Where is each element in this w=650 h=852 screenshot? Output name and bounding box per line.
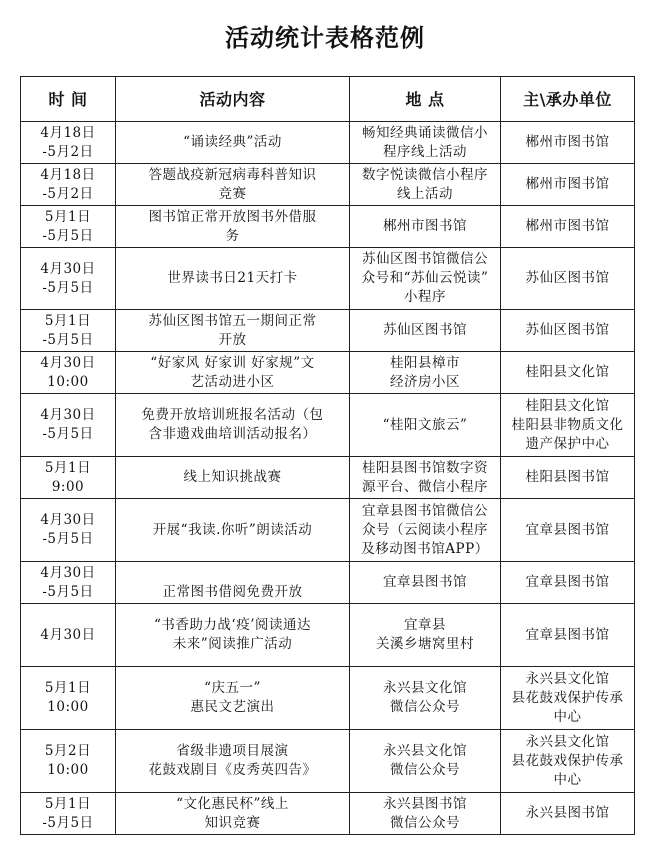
cell-time: 5月1日 -5月5日: [21, 310, 116, 352]
cell-content: 正常图书借阅免费开放: [116, 562, 350, 604]
cell-content: “文化惠民杯”线上 知识竞赛: [116, 793, 350, 835]
table-row: [21, 793, 635, 835]
cell-org: 郴州市图书馆: [501, 164, 635, 206]
cell-org: 宜章县图书馆: [501, 499, 635, 562]
cell-content: 图书馆正常开放图书外借服 务: [116, 206, 350, 248]
cell-place: 宜章县图书馆: [350, 562, 501, 604]
cell-org: 苏仙区图书馆: [501, 310, 635, 352]
cell-time: 4月30日 -5月5日: [21, 499, 116, 562]
cell-time: 4月18日 -5月2日: [21, 164, 116, 206]
cell-place: 宜章县图书馆微信公 众号（云阅读小程序 及移动图书馆APP）: [350, 499, 501, 562]
cell-place: 宜章县 关溪乡塘窝里村: [350, 604, 501, 667]
cell-place: 永兴县文化馆 微信公众号: [350, 667, 501, 730]
cell-time: 5月1日 9:00: [21, 457, 116, 499]
header-org: 主\承办单位: [501, 77, 635, 122]
cell-place: 畅知经典诵读微信小 程序线上活动: [350, 122, 501, 164]
cell-org: 永兴县文化馆 县花鼓戏保护传承 中心: [501, 667, 635, 730]
cell-place: 永兴县图书馆 微信公众号: [350, 793, 501, 835]
cell-time: 5月1日 -5月5日: [21, 206, 116, 248]
header-row: [21, 77, 635, 122]
table-row: [21, 164, 635, 206]
cell-org: 宜章县图书馆: [501, 604, 635, 667]
cell-org: 宜章县图书馆: [501, 562, 635, 604]
page-title: 活动统计表格范例: [225, 24, 425, 52]
cell-place: 永兴县文化馆 微信公众号: [350, 730, 501, 793]
cell-content: 线上知识挑战赛: [116, 457, 350, 499]
header-content: 活动内容: [116, 77, 350, 122]
table-row: [21, 562, 635, 604]
cell-place: 桂阳县图书馆数字资 源平台、微信小程序: [350, 457, 501, 499]
cell-content: 答题战疫新冠病毒科普知识 竞赛: [116, 164, 350, 206]
cell-place: 苏仙区图书馆: [350, 310, 501, 352]
cell-org: 郴州市图书馆: [501, 206, 635, 248]
cell-time: 5月1日 -5月5日: [21, 793, 116, 835]
cell-org: 永兴县图书馆: [501, 793, 635, 835]
cell-time: 4月30日: [21, 604, 116, 667]
table-row: [21, 499, 635, 562]
cell-content: “诵读经典”活动: [116, 122, 350, 164]
cell-org: 郴州市图书馆: [501, 122, 635, 164]
table-row: [21, 667, 635, 730]
cell-org: 桂阳县文化馆: [501, 352, 635, 394]
cell-org: 桂阳县图书馆: [501, 457, 635, 499]
cell-place: 苏仙区图书馆微信公 众号和“苏仙云悦读” 小程序: [350, 248, 501, 310]
header-place: 地 点: [350, 77, 501, 122]
cell-time: 4月30日 -5月5日: [21, 394, 116, 457]
table-row: [21, 352, 635, 394]
cell-time: 5月1日 10:00: [21, 667, 116, 730]
cell-time: 4月30日 -5月5日: [21, 248, 116, 310]
table-row: [21, 310, 635, 352]
table-row: [21, 248, 635, 310]
cell-place: 郴州市图书馆: [350, 206, 501, 248]
cell-content: “好家风 好家训 好家规”文 艺活动进小区: [116, 352, 350, 394]
cell-content: 苏仙区图书馆五一期间正常 开放: [116, 310, 350, 352]
table-row: [21, 206, 635, 248]
activity-table: [20, 76, 635, 835]
cell-place: 数字悦读微信小程序 线上活动: [350, 164, 501, 206]
cell-org: 永兴县文化馆 县花鼓戏保护传承 中心: [501, 730, 635, 793]
cell-place: “桂阳文旅云”: [350, 394, 501, 457]
header-time: 时 间: [21, 77, 116, 122]
cell-time: 4月18日 -5月2日: [21, 122, 116, 164]
cell-time: 4月30日 10:00: [21, 352, 116, 394]
cell-content: 世界读书日21天打卡: [116, 248, 350, 310]
cell-content: “庆五一” 惠民文艺演出: [116, 667, 350, 730]
cell-content: 省级非遗项目展演 花鼓戏剧目《皮秀英四告》: [116, 730, 350, 793]
table-row: [21, 394, 635, 457]
cell-org: 苏仙区图书馆: [501, 248, 635, 310]
cell-org: 桂阳县文化馆 桂阳县非物质文化 遗产保护中心: [501, 394, 635, 457]
cell-content: “书香助力战‘疫’阅读通达 未来”阅读推广活动: [116, 604, 350, 667]
table-row: [21, 604, 635, 667]
cell-place: 桂阳县樟市 经济房小区: [350, 352, 501, 394]
table-row: [21, 122, 635, 164]
cell-content: 开展“我读.你听”朗读活动: [116, 499, 350, 562]
cell-time: 4月30日 -5月5日: [21, 562, 116, 604]
table-row: [21, 730, 635, 793]
cell-content: 免费开放培训班报名活动（包 含非遗戏曲培训活动报名）: [116, 394, 350, 457]
cell-time: 5月2日 10:00: [21, 730, 116, 793]
table-row: [21, 457, 635, 499]
